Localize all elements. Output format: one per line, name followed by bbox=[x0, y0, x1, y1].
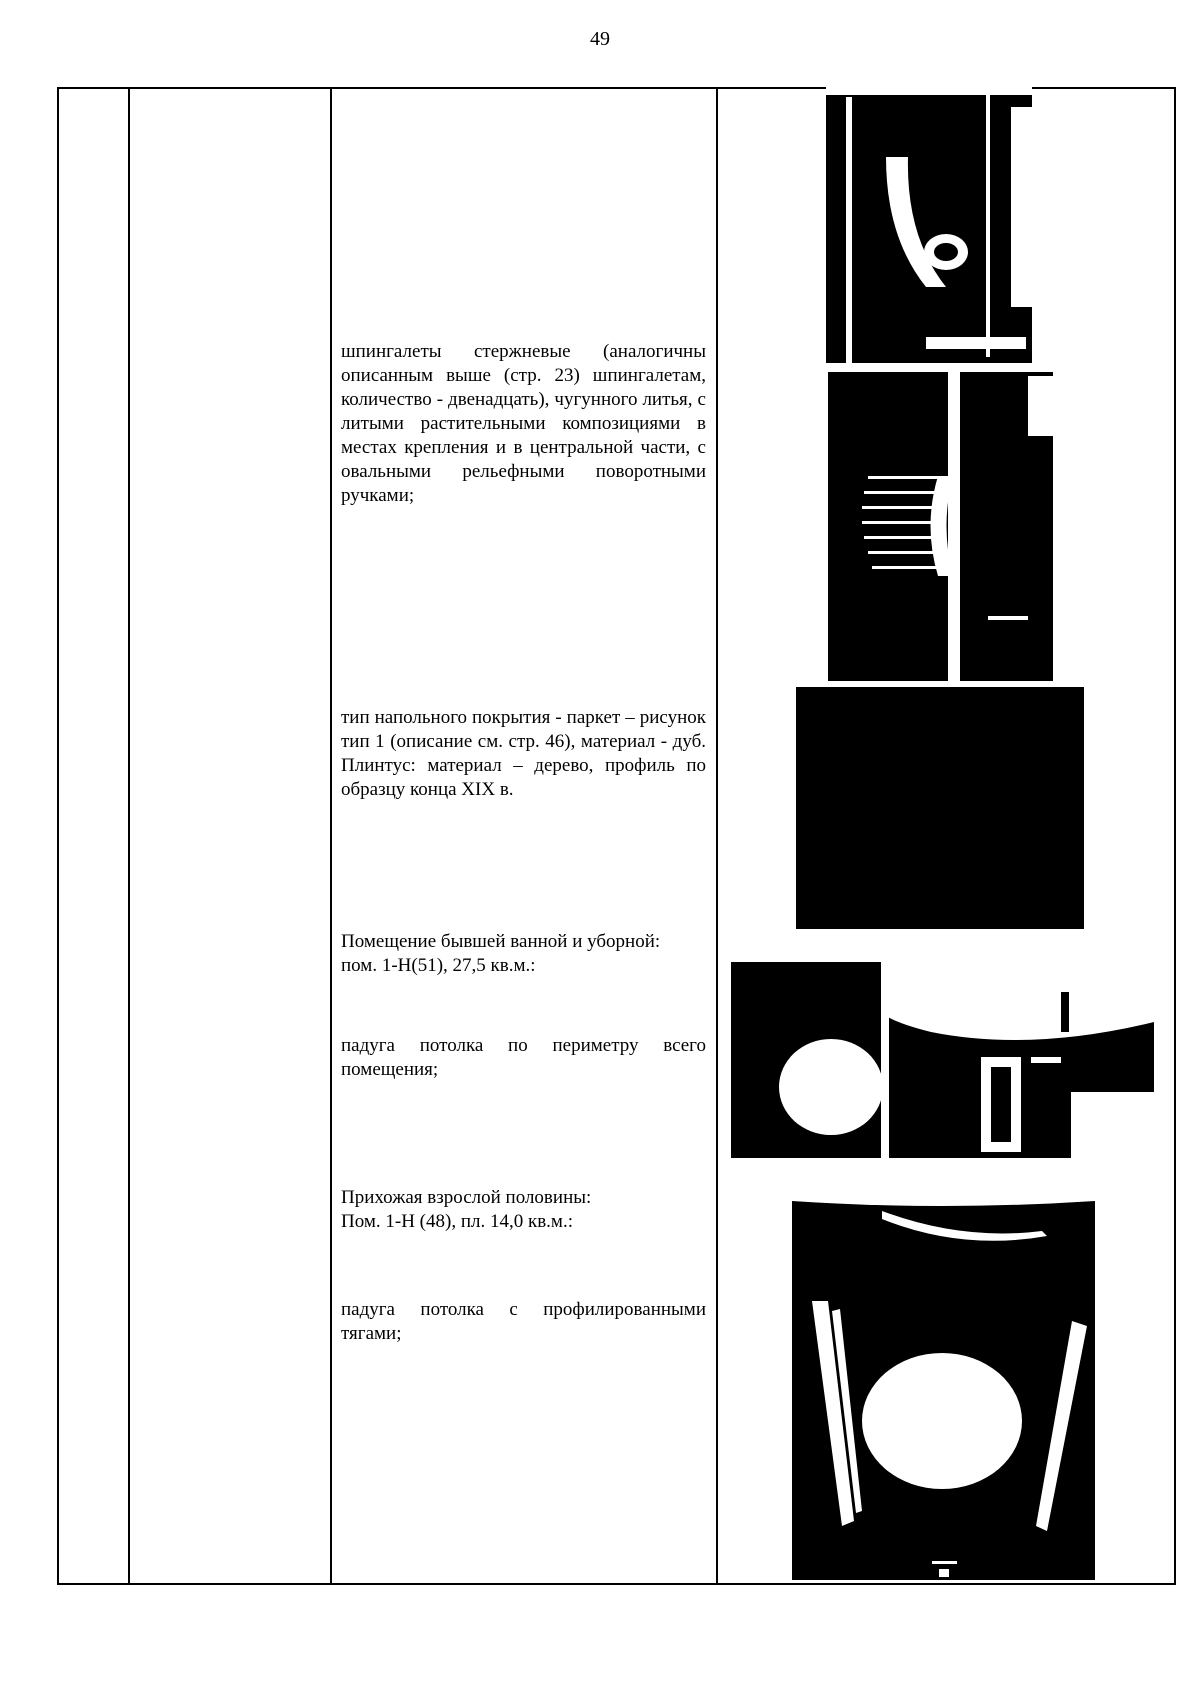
parquet-floor-photo bbox=[796, 687, 1084, 929]
section-bathroom bbox=[341, 930, 706, 978]
bathroom-ceiling-photo bbox=[731, 962, 1154, 1158]
window-latch-photo bbox=[828, 366, 1053, 681]
window-top-photo bbox=[826, 87, 1032, 363]
paragraph-bathroom-ceiling-text: падуга потолка по периметру всего помещения; bbox=[341, 1035, 706, 1080]
hallway-ceiling-photo bbox=[792, 1191, 1095, 1580]
paragraph-latches bbox=[341, 340, 706, 508]
paragraph-bathroom-ceiling bbox=[341, 1034, 706, 1082]
section-bathroom-room: пом. 1-Н(51), 27,5 кв.м.: bbox=[341, 955, 536, 976]
page-number: 49 bbox=[590, 28, 610, 50]
column-divider-1 bbox=[128, 87, 130, 1585]
paragraph-hallway-ceiling-text: падуга потолка с профилированными тягами; bbox=[341, 1299, 706, 1344]
column-divider-3 bbox=[716, 87, 718, 1585]
column-divider-2 bbox=[330, 87, 332, 1585]
section-hallway bbox=[341, 1186, 706, 1234]
paragraph-latches-text: шпингалеты стержневые (аналогичны описанным выше (стр. 23) шпингалетам, количество - двенадцать), чугунного литья, с литыми растительными композициями в местах крепления и в центральной части, с овальными рельефными поворотными ручками; bbox=[341, 341, 706, 506]
section-hallway-heading: Прихожая взрослой половины: bbox=[341, 1187, 592, 1208]
section-bathroom-heading: Помещение бывшей ванной и уборной: bbox=[341, 931, 661, 952]
paragraph-hallway-ceiling bbox=[341, 1298, 706, 1346]
section-hallway-room: Пом. 1-Н (48), пл. 14,0 кв.м.: bbox=[341, 1211, 573, 1232]
paragraph-floor bbox=[341, 706, 706, 802]
paragraph-floor-text: тип напольного покрытия - паркет – рисунок тип 1 (описание см. стр. 46), материал - дуб. Плинтус: материал – дерево, профиль по образцу конца XIX в. bbox=[341, 707, 706, 800]
